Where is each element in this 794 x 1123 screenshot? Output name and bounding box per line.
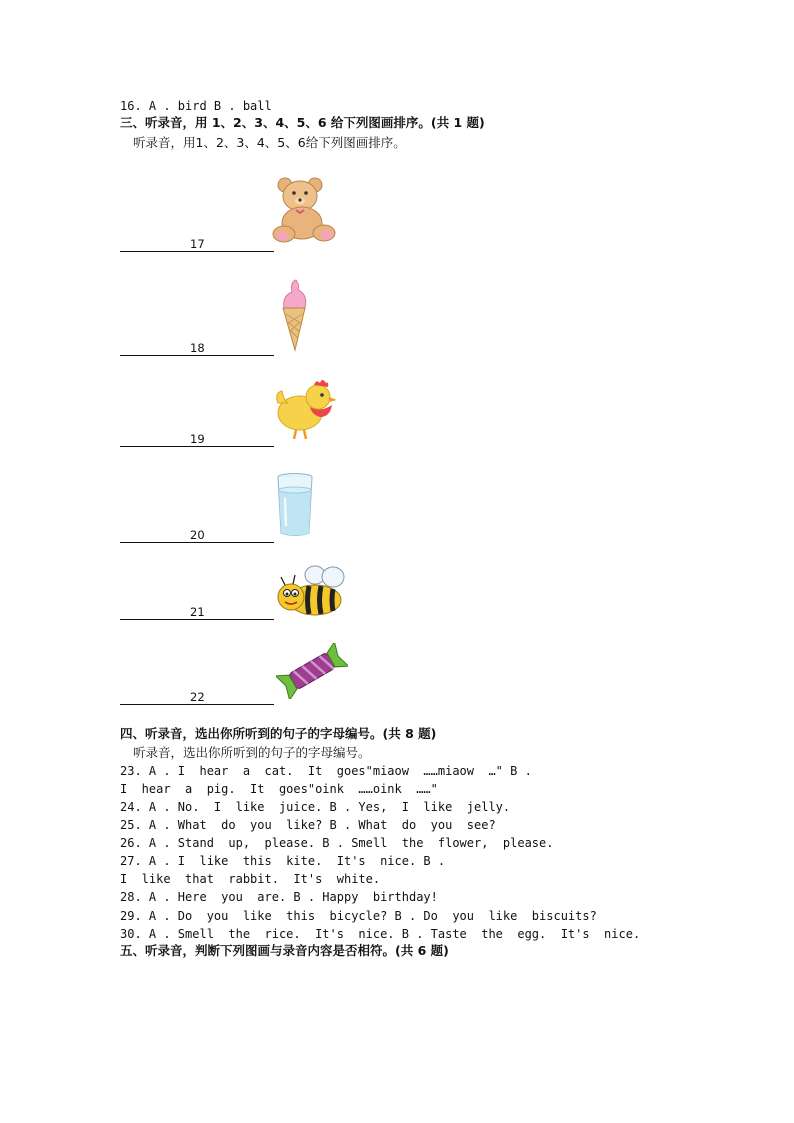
answer-blank-17[interactable] — [120, 237, 274, 252]
section-3-instruction: 听录音，用1、2、3、4、5、6给下列图画排序。 — [133, 135, 406, 150]
section-4-instruction: 听录音，选出你所听到的句子的字母编号。 — [133, 745, 371, 760]
question-line: 25. A . What do you like? B . What do you see? — [120, 818, 496, 832]
question-line: 28. A . Here you are. B . Happy birthday! — [120, 890, 438, 904]
teddy-bear-icon — [272, 176, 338, 244]
question-line: 26. A . Stand up, please. B . Smell the flower, please. — [120, 836, 554, 850]
candy-icon — [276, 643, 348, 699]
item-number: 22 — [190, 690, 205, 704]
ice-cream-icon — [278, 278, 310, 352]
question-line: 27. A . I like this kite. It's nice. B . — [120, 854, 446, 868]
question-line: 29. A . Do you like this bicycle? B . Do you like biscuits? — [120, 909, 597, 923]
answer-blank-20[interactable] — [120, 528, 274, 543]
answer-blank-19[interactable] — [120, 432, 274, 447]
question-16: 16. A . bird B . ball — [120, 99, 272, 113]
item-number: 18 — [190, 341, 205, 355]
item-number: 20 — [190, 528, 205, 542]
chicken-icon — [274, 377, 340, 443]
item-number: 21 — [190, 605, 205, 619]
section-3-heading: 三、听录音，用 1、2、3、4、5、6 给下列图画排序。(共 1 题) — [120, 115, 485, 130]
section-4-heading: 四、听录音，选出你所听到的句子的字母编号。(共 8 题) — [120, 726, 437, 741]
item-number: 19 — [190, 432, 205, 446]
question-line: 24. A . No. I like juice. B . Yes, I like jelly. — [120, 800, 511, 814]
question-line: 23. A . I hear a cat. It goes"miaow ……miaow …" B . — [120, 764, 532, 778]
item-number: 17 — [190, 237, 205, 251]
answer-blank-22[interactable] — [120, 690, 274, 705]
answer-blank-21[interactable] — [120, 605, 274, 620]
question-line: I hear a pig. It goes"oink ……oink ……" — [120, 782, 438, 796]
section-5-heading: 五、听录音，判断下列图画与录音内容是否相符。(共 6 题) — [120, 943, 449, 958]
question-line: 30. A . Smell the rice. It's nice. B . Taste the egg. It's nice. — [120, 927, 641, 941]
bee-icon — [275, 563, 347, 619]
glass-of-water-icon — [275, 472, 315, 538]
question-line: I like that rabbit. It's white. — [120, 872, 381, 886]
answer-blank-18[interactable] — [120, 341, 274, 356]
